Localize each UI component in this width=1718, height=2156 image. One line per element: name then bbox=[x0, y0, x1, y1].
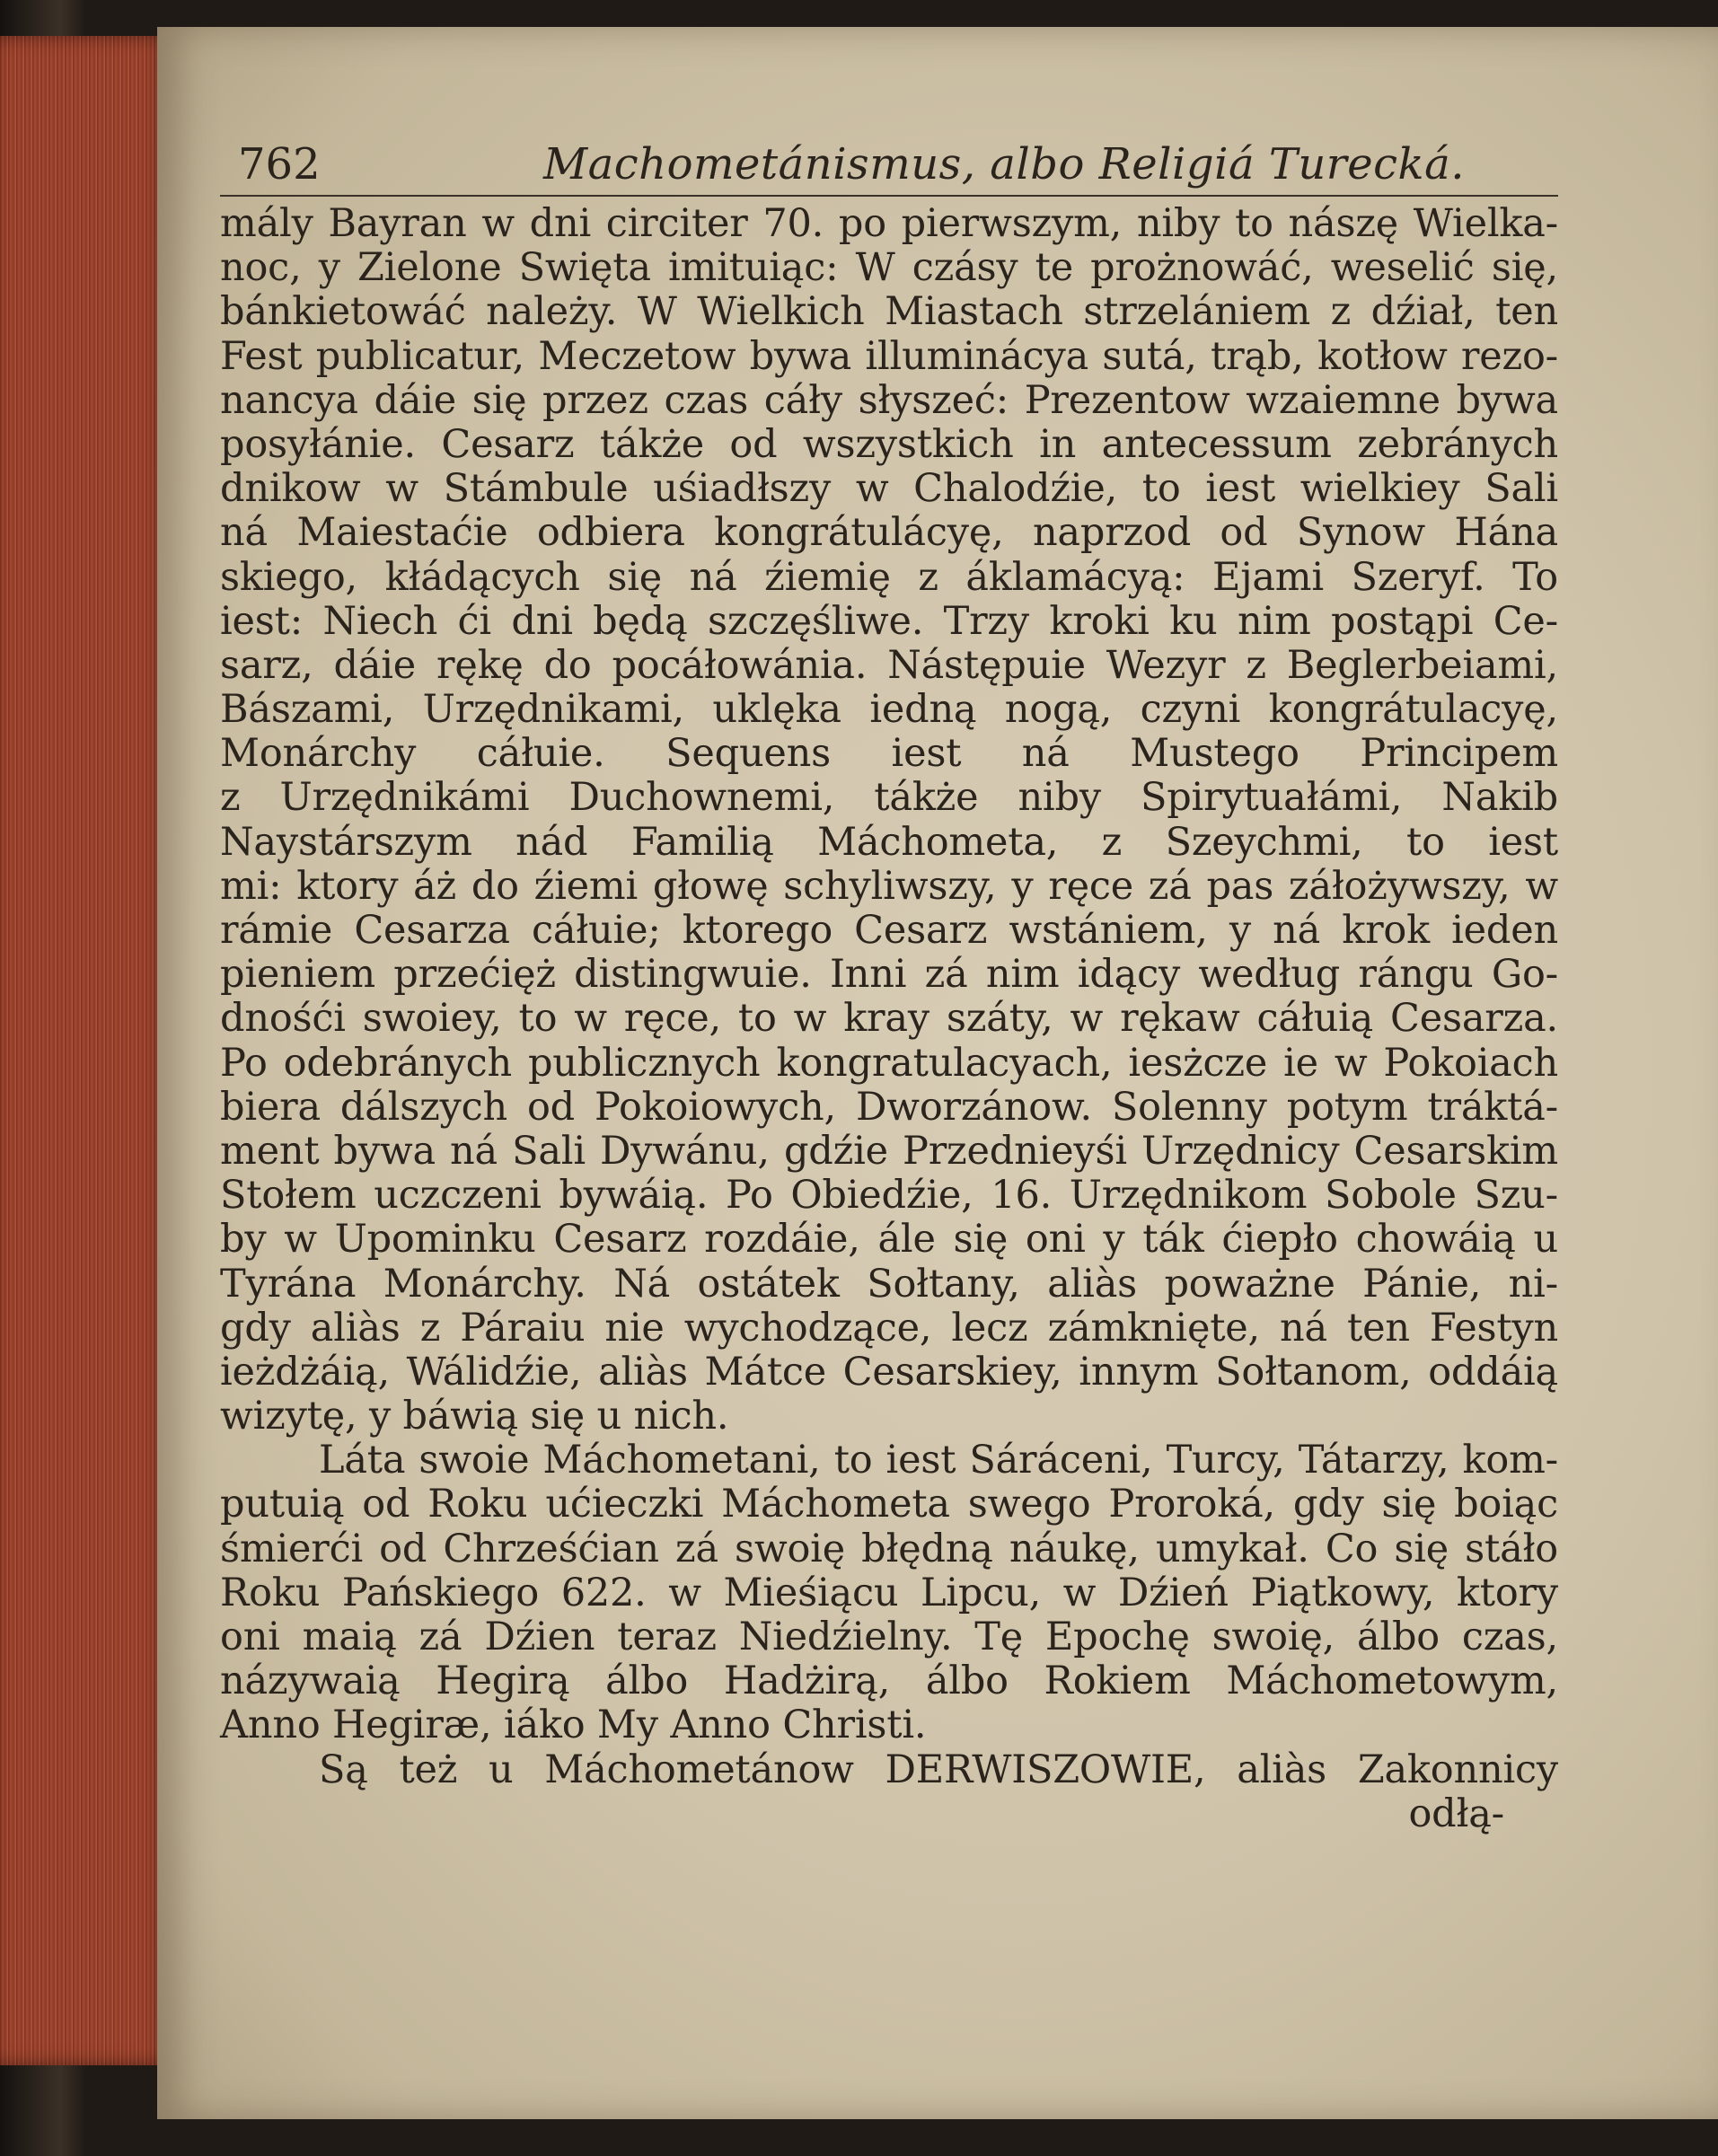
text-line: by w Upominku Cesarz rozdáie, ále się oni y ták ćiepło chowáią u bbox=[220, 1218, 1558, 1263]
text-line: skiego, kłádących się ná źiemię z áklamácyą: Ejami Szeryf. To bbox=[220, 555, 1558, 600]
text-line: dnośći swoiey, to w ręce, to w kray száty, w rękaw cáłuią Cesarza. bbox=[220, 997, 1558, 1042]
text-line: sarz, dáie rękę do pocáłowánia. Nástępuie Wezyr z Beglerbeiami, bbox=[220, 643, 1558, 688]
text-line: putuią od Roku ućieczki Máchometa swego Proroká, gdy się boiąc bbox=[220, 1483, 1558, 1527]
text-line: posyłánie. Cesarz tákże od wszystkich in antecessum zebránych bbox=[220, 422, 1558, 467]
text-line: mi: ktory áż do źiemi głowę schyliwszy, y ręce zá pas záłożywszy, w bbox=[220, 864, 1558, 909]
text-line: Láta swoie Máchometani, to iest Sáráceni, Turcy, Tátarzy, kom- bbox=[319, 1439, 1558, 1483]
text-line: z Urzędnikámi Duchownemi, tákże niby Spirytuałámi, Nakib bbox=[220, 776, 1558, 821]
text-line: Są też u Máchometánow DERWISZOWIE, aliàs Zakonnicy bbox=[319, 1747, 1558, 1792]
page-edges bbox=[0, 36, 171, 2065]
text-line: biera dálszych od Pokoiowych, Dworzánow. Solenny potym tráktá- bbox=[220, 1085, 1558, 1130]
text-line: Monárchy cáłuie. Sequens iest ná Mustego Principem bbox=[220, 732, 1558, 777]
text-line: ná Maiestaćie odbiera kongrátulácyę, naprzod od Synow Hána bbox=[220, 511, 1558, 556]
body-text bbox=[220, 202, 1558, 1836]
running-head bbox=[220, 139, 1558, 197]
text-line: dnikow w Stámbule uśiadłszy w Chalodźie, to iest wielkiey Sali bbox=[220, 467, 1558, 512]
text-line: Roku Pańskiego 622. w Mieśiącu Lipcu, w Dźień Piątkowy, ktory bbox=[220, 1571, 1558, 1615]
text-line: pieniem przećięż distingwuie. Inni zá nim idący według rángu Go- bbox=[220, 953, 1558, 998]
text-line: Naystárszym nád Familią Máchometa, z Szeychmi, to iest bbox=[220, 820, 1558, 865]
text-line: śmierći od Chrześćian zá swoię błędną náukę, umykał. Co się stáło bbox=[220, 1527, 1558, 1571]
text-line: wizytę, y báwią się u nich. bbox=[220, 1394, 729, 1439]
page-number: 762 bbox=[238, 139, 321, 189]
text-line: rámie Cesarza cáłuie; ktorego Cesarz wstániem, y ná krok ieden bbox=[220, 909, 1558, 953]
text-line: ieżdżáią, Wálidźie, aliàs Mátce Cesarskiey, innym Sołtanom, oddáią bbox=[220, 1350, 1558, 1395]
text-line: mály Bayran w dni circiter 70. po pierwszym, niby to nászę Wielka- bbox=[220, 202, 1558, 246]
text-line: noc, y Zielone Swięta imituiąc: W czásy te prożnowáć, weselić się, bbox=[220, 246, 1558, 291]
text-line: Fest publicatur, Meczetow bywa illuminácya sutá, trąb, kotłow rezo- bbox=[220, 334, 1558, 379]
text-block bbox=[220, 139, 1558, 1836]
text-line: oni maią zá Dźien teraz Niedźielny. Tę Epochę swoię, álbo czas, bbox=[220, 1615, 1558, 1659]
text-line: Tyrána Monárchy. Ná ostátek Sołtany, aliàs poważne Pánie, ni- bbox=[220, 1262, 1558, 1307]
text-line: ment bywa ná Sali Dywánu, gdźie Przednieyśi Urzędnicy Cesarskim bbox=[220, 1129, 1558, 1174]
text-line: Po odebránych publicznych kongratulacyach, iesżcze ie w Pokoiach bbox=[220, 1041, 1558, 1086]
catchword: odłą- bbox=[1408, 1791, 1504, 1836]
text-line: názywaią Hegirą álbo Hadżirą, álbo Rokiem Máchometowym, bbox=[220, 1659, 1558, 1704]
text-line: iest: Niech ći dni będą szczęśliwe. Trzy kroki ku nim postąpi Ce- bbox=[220, 599, 1558, 644]
text-line: Anno Hegiræ, iáko My Anno Christi. bbox=[220, 1703, 927, 1748]
text-line: bánkietowáć należy. W Wielkich Miastach strzelániem z dźiał, ten bbox=[220, 290, 1558, 335]
text-line: Bászami, Urzędnikami, uklęka iedną nogą, czyni kongrátulacyę, bbox=[220, 688, 1558, 733]
text-line: gdy aliàs z Páraiu nie wychodzące, lecz zámknięte, ná ten Festyn bbox=[220, 1306, 1558, 1351]
running-title: Machometánismus, albo Religiá Turecká. bbox=[543, 139, 1465, 189]
text-line: Stołem uczczeni bywáią. Po Obiedźie, 16. Urzędnikom Sobole Szu- bbox=[220, 1174, 1558, 1219]
text-line: nancya dáie się przez czas cáły słyszeć: Prezentow wzaiemne bywa bbox=[220, 378, 1558, 423]
